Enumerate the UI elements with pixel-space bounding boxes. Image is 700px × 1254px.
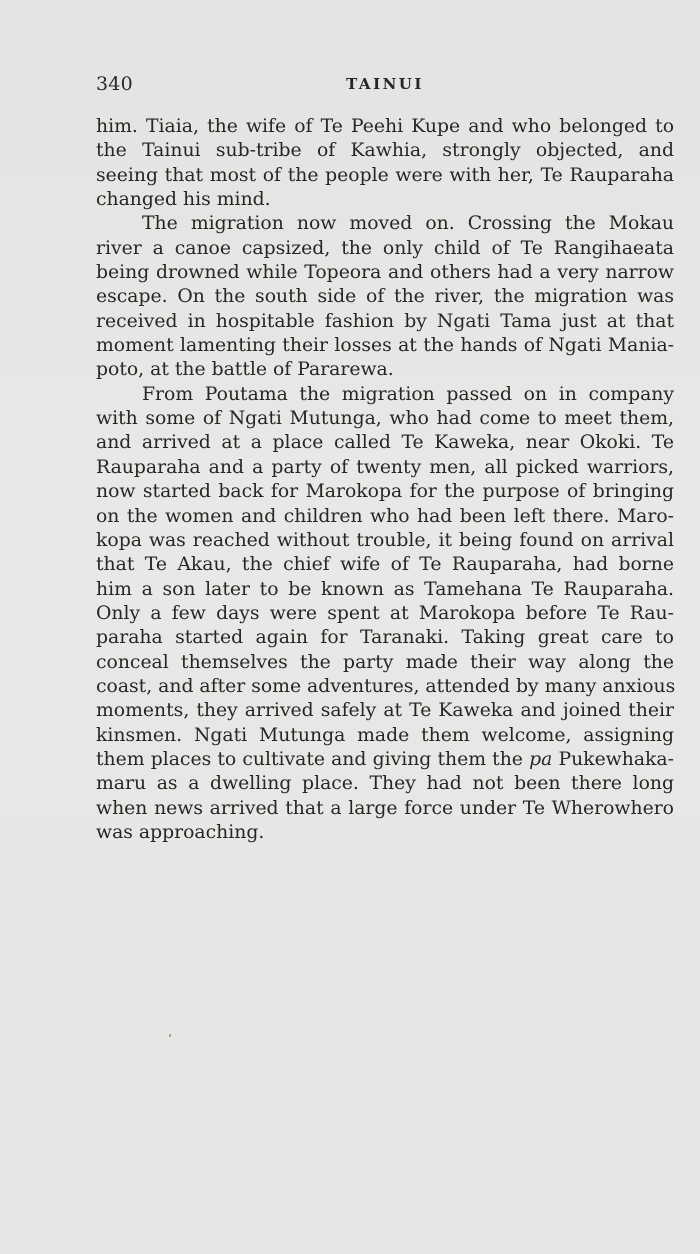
text-line: poto, at the battle of Pararewa. (96, 359, 394, 381)
text-line: when news arrived that a large force under Te Wherowhero (96, 797, 674, 819)
italic-word: pa (529, 748, 553, 770)
text-line: now started back for Marokopa for the purpose of bringing (96, 481, 674, 503)
text-line: him. Tiaia, the wife of Te Peehi Kupe and who belonged to (96, 116, 674, 137)
paper-speck (169, 1034, 171, 1037)
body-text (96, 115, 674, 845)
text-line: From Poutama the migration passed on in company (142, 383, 674, 405)
text-line: kinsmen. Ngati Mutunga made them welcome, assigning (96, 724, 674, 746)
text-line: paraha started again for Taranaki. Taking great care to (96, 627, 674, 649)
text-line: Rauparaha and a party of twenty men, all picked warriors, (96, 456, 674, 478)
text-line: kopa was reached without trouble, it being found on arrival (96, 529, 674, 551)
text-line: coast, and after some adventures, attended by many anxious (96, 675, 676, 697)
text-line: on the women and children who had been left there. Maro- (96, 505, 674, 527)
text-line: moments, they arrived safely at Te Kaweka and joined their (96, 700, 674, 722)
text-line: was approaching. (96, 821, 265, 843)
text-fragment: Pukewhaka- (558, 748, 674, 770)
text-line: being drowned while Topeora and others had a very narrow (96, 262, 674, 284)
text-line: the Tainui sub-tribe of Kawhia, strongly objected, and (96, 140, 674, 162)
text-line: moment lamenting their losses at the hands of Ngati Mania- (96, 335, 674, 357)
page-number: 340 (96, 73, 133, 95)
text-line: with some of Ngati Mutunga, who had come to meet them, (96, 408, 674, 430)
text-line: that Te Akau, the chief wife of Te Rauparaha, had borne (96, 554, 674, 576)
text-line (96, 748, 674, 772)
text-line: changed his mind. (96, 189, 271, 211)
text-line: The migration now moved on. Crossing the Mokau (142, 213, 674, 235)
text-line: escape. On the south side of the river, the migration was (96, 286, 674, 308)
page-header (96, 70, 674, 100)
text-line: seeing that most of the people were with her, Te Rauparaha (96, 164, 674, 186)
running-title: TAINUI (346, 75, 424, 93)
text-fragment: them places to cultivate and giving them the (96, 748, 523, 770)
text-line: Only a few days were spent at Marokopa before Te Rau- (96, 602, 674, 624)
text-line: received in hospitable fashion by Ngati Tama just at that (96, 310, 674, 332)
text-line: and arrived at a place called Te Kaweka, near Okoki. Te (96, 432, 674, 454)
text-line: conceal themselves the party made their way along the (96, 651, 674, 673)
text-line: him a son later to be known as Tamehana Te Rauparaha. (96, 578, 674, 600)
text-line: maru as a dwelling place. They had not been there long (96, 773, 674, 795)
text-line: river a canoe capsized, the only child of Te Rangihaeata (96, 237, 674, 259)
